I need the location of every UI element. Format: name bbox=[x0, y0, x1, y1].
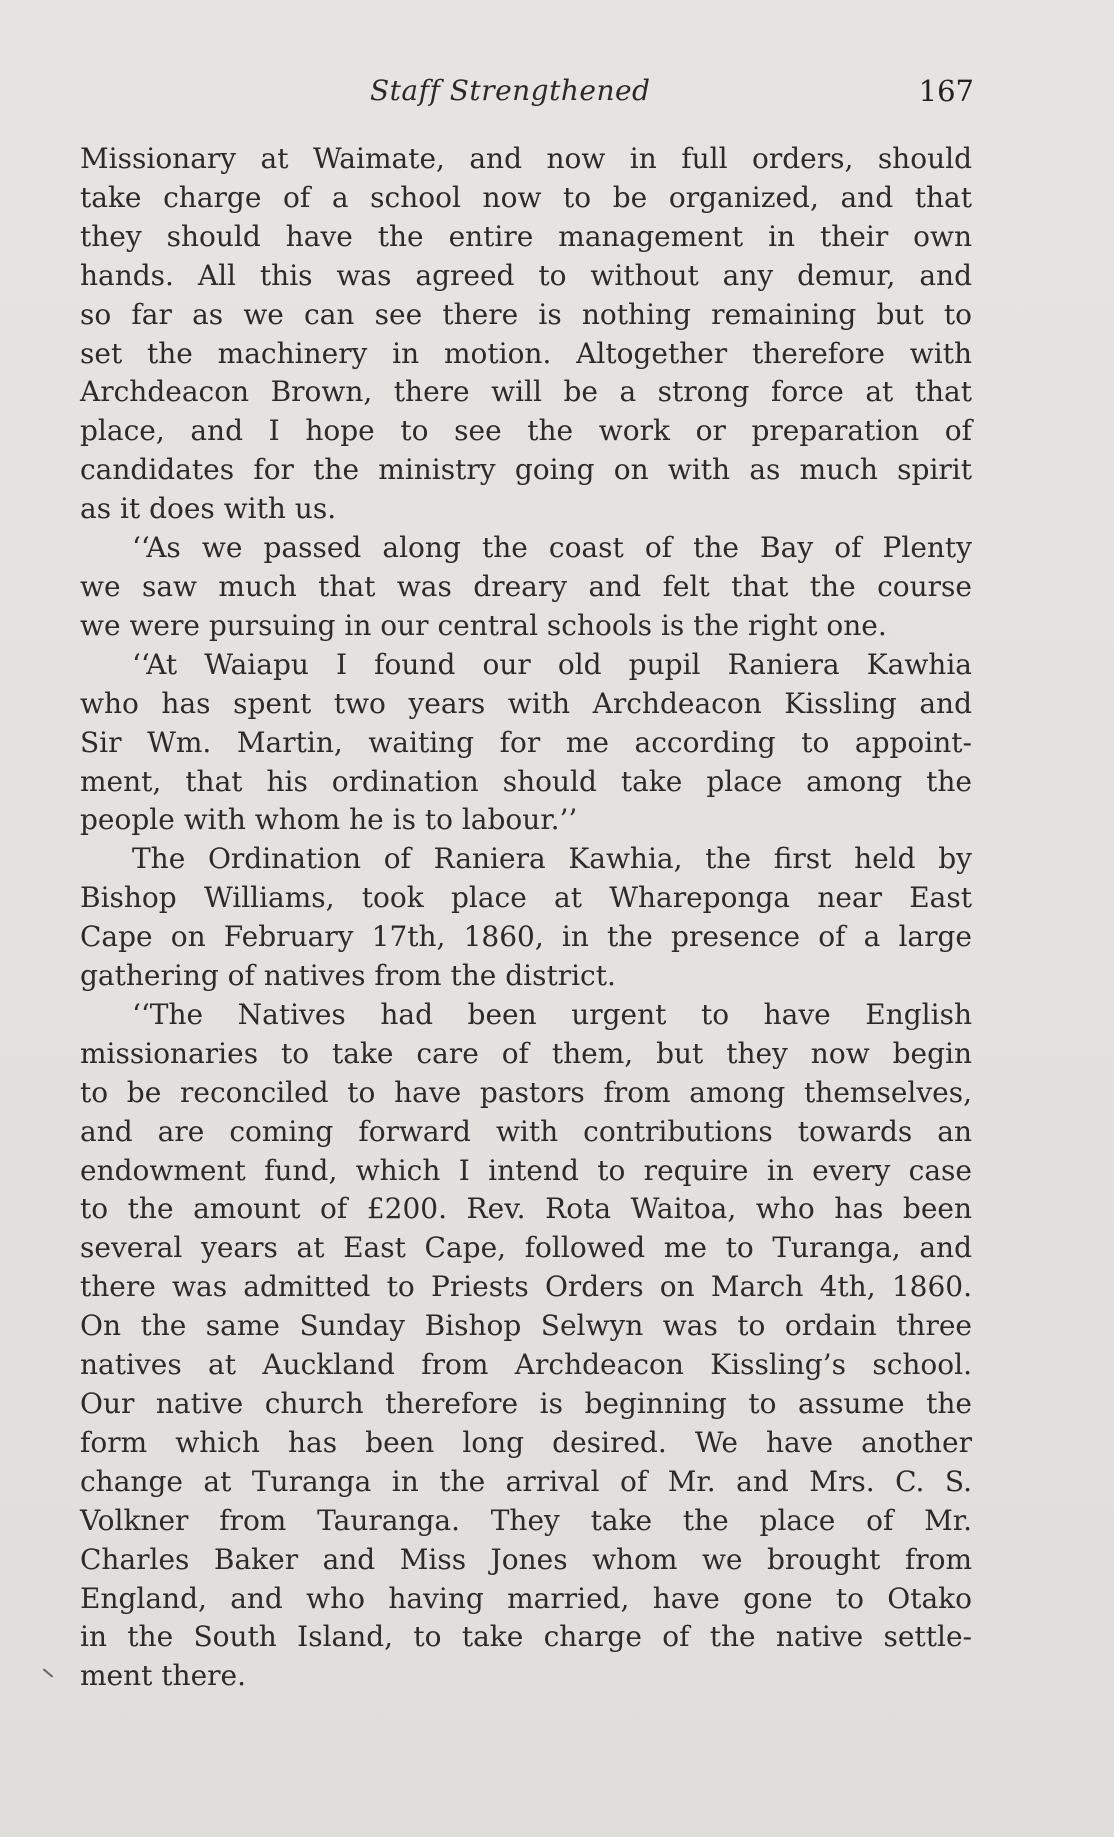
page-number: 167 bbox=[918, 74, 974, 108]
text-line: as it does with us. bbox=[80, 492, 337, 526]
text-line: set the machinery in motion. Altogether therefore with bbox=[80, 336, 972, 370]
paragraph bbox=[80, 529, 972, 646]
text-line: candidates for the ministry going on with as much spirit bbox=[80, 453, 972, 487]
text-line: several years at East Cape, followed me to Turanga, and bbox=[80, 1231, 972, 1265]
text-line: form which has been long desired. We have another bbox=[80, 1425, 972, 1459]
running-head bbox=[0, 74, 1114, 118]
text-line: we were pursuing in our central schools is the right one. bbox=[80, 608, 887, 642]
body-text bbox=[80, 140, 972, 1696]
paragraph bbox=[80, 840, 972, 996]
text-line: endowment fund, which I intend to require in every case bbox=[80, 1153, 972, 1187]
text-line: gathering of natives from the district. bbox=[80, 959, 616, 993]
text-line: natives at Auckland from Archdeacon Kissling’s school. bbox=[80, 1348, 972, 1382]
text-line: hands. All this was agreed to without any demur, and bbox=[80, 258, 972, 292]
text-line: Cape on February 17th, 1860, in the presence of a large bbox=[80, 920, 972, 954]
text-line: take charge of a school now to be organized, and that bbox=[80, 180, 972, 214]
running-title: Staff Strengthened bbox=[370, 74, 651, 107]
text-line: England, and who having married, have gone to Otako bbox=[80, 1581, 972, 1615]
text-line: and are coming forward with contributions towards an bbox=[80, 1114, 972, 1148]
text-line: Sir Wm. Martin, waiting for me according to appoint- bbox=[80, 725, 972, 759]
text-line: in the South Island, to take charge of the native settle- bbox=[80, 1620, 972, 1654]
text-line: to be reconciled to have pastors from among themselves, bbox=[80, 1075, 972, 1109]
text-line: ‘‘As we passed along the coast of the Bay of Plenty bbox=[132, 531, 972, 565]
text-line: there was admitted to Priests Orders on March 4th, 1860. bbox=[80, 1270, 972, 1304]
paragraph bbox=[80, 646, 972, 841]
text-line: place, and I hope to see the work or preparation of bbox=[80, 414, 972, 448]
text-line: Bishop Williams, took place at Whareponga near East bbox=[80, 881, 972, 915]
text-line: missionaries to take care of them, but they now begin bbox=[80, 1036, 972, 1070]
text-line: so far as we can see there is nothing remaining but to bbox=[80, 297, 972, 331]
text-line: On the same Sunday Bishop Selwyn was to ordain three bbox=[80, 1309, 972, 1343]
text-line: ment, that his ordination should take place among the bbox=[80, 764, 972, 798]
text-line: ment there. bbox=[80, 1659, 247, 1693]
text-line: we saw much that was dreary and felt that the course bbox=[80, 569, 972, 603]
text-line: Our native church therefore is beginning to assume the bbox=[80, 1387, 972, 1420]
text-line: The Ordination of Raniera Kawhia, the first held by bbox=[132, 842, 972, 876]
text-line: change at Turanga in the arrival of Mr. and Mrs. C. S. bbox=[80, 1464, 972, 1498]
text-line: ‘‘The Natives had been urgent to have English bbox=[132, 997, 972, 1031]
margin-mark bbox=[43, 1668, 53, 1677]
text-line: people with whom he is to labour.’’ bbox=[80, 803, 578, 837]
text-line: who has spent two years with Archdeacon Kissling and bbox=[80, 686, 972, 720]
paragraph bbox=[80, 140, 972, 529]
text-line: they should have the entire management in their own bbox=[80, 219, 972, 253]
text-line: ‘‘At Waiapu I found our old pupil Raniera Kawhia bbox=[132, 647, 972, 681]
text-line: Archdeacon Brown, there will be a strong force at that bbox=[80, 375, 972, 409]
text-line: Missionary at Waimate, and now in full orders, should bbox=[80, 142, 972, 175]
text-line: Charles Baker and Miss Jones whom we brought from bbox=[80, 1542, 972, 1576]
text-line: to the amount of £200. Rev. Rota Waitoa, who has been bbox=[80, 1192, 972, 1226]
text-line: Volkner from Tauranga. They take the place of Mr. bbox=[80, 1503, 972, 1537]
paragraph bbox=[80, 996, 972, 1696]
